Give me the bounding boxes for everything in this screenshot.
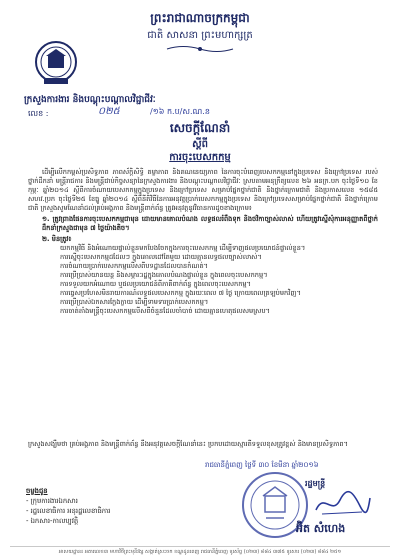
item-2: ២. មិនត្រូវ៖ (42, 235, 72, 243)
item-1: ១. ត្រូវព្រាងផែនការចុះបេសកកម្មជាមុន ដោយមានគោលបំណង លទ្ធផលរំពឹងទុក និងថវិកាច្បាស់លាស់ ហើយត្រូវស្នើសុំការអនុញ្ញាតពីថ្នាក់ដឹកនាំក្រសួងជាមុន ៧ ថ្ងៃយ៉ាងតិច។ (42, 215, 378, 232)
handwritten-signature (312, 488, 372, 518)
ministry-name: ក្រសួងការងារ និងបណ្តុះបណ្តាលវិជ្ជាជីវៈ (24, 95, 156, 105)
recipient-item: - ក្រុមការងារឯកសារ (26, 497, 78, 505)
bullet-item: ការប្រើប្រាស់យានយន្ត និងសម្ភារៈរដ្ឋក្នុងគោលបំណងផ្ទាល់ខ្លួន ក្នុងពេលចុះបេសកកម្ម។ (60, 271, 268, 279)
date-place: រាជធានីភ្នំពេញ ថ្ងៃទី ៣០ ខែមីនា ឆ្នាំ២០១៦ (205, 461, 319, 469)
signatory-title: រដ្ឋមន្ត្រី (305, 479, 326, 488)
national-motto: ជាតិ សាសនា ព្រះមហាក្សត្រ (147, 30, 253, 41)
closing-paragraph: ក្រសួងសង្ឃឹមថា គ្រប់អង្គភាព និងមន្ត្រីពាក់ព័ន្ធ នឹងអនុវត្តសេចក្តីណែនាំនេះ ប្រកបដោយស្មារតីទទួលខុសត្រូវខ្ពស់ និងមានប្រសិទ្ធភាព។ (28, 440, 348, 448)
recipients-block (26, 486, 110, 526)
kingdom-title: ព្រះរាជាណាចក្រកម្ពុជា (150, 11, 250, 25)
document-subject: ការចុះបេសកកម្ម (169, 152, 231, 163)
reference-number: ០២៥ (98, 106, 120, 117)
bullet-item: យកកម្មវិធី និងអំណោយផ្ទាល់ខ្លួនមកបែងចែកក្នុងការចុះបេសកកម្ម ដើម្បីទាញផលប្រយោជន៍ផ្ទាល់ខ្លួន។ (60, 244, 306, 252)
reference-suffix: /១៦ ក.ប/ស.ណ.ន (150, 107, 210, 116)
recipient-item: - ឯកសារ-កាលប្បវត្តិ (26, 517, 79, 525)
header-flourish (165, 44, 235, 54)
bullet-item: ការស្នើចុះបេសកកម្មដដែលៗ ក្នុងគោលដៅតែមួយ ដោយគ្មានលទ្ធផលច្បាស់លាស់។ (60, 253, 262, 261)
bullet-item: ការប្រើប្រាស់ឯកសារក្លែងក្លាយ ដើម្បីទាមទារប្រាក់បេសកកម្ម។ (60, 298, 209, 306)
document-subtitle-about: ស្តីពី (192, 139, 208, 150)
signatory-name: អ៊ិត សំហេង (296, 522, 346, 535)
bullet-item: ការធ្វេសប្រហែសមិនរាយការណ៍លទ្ធផលបេសកកម្ម ក្នុងរយៈពេល ៧ ថ្ងៃ ក្រោយពេលត្រឡប់មកវិញ។ (60, 289, 301, 297)
document-body (28, 168, 378, 316)
bullet-item: ការចាត់តាំងមន្ត្រីចុះបេសកកម្មលើសពីចំនួនដែលចាំបាច់ ដោយគ្មានហេតុផលសមស្រប។ (60, 307, 270, 315)
bullet-item: ការចំណាយប្រាក់បេសកកម្មលើសពីបទដ្ឋានដែលបានកំណត់។ (60, 262, 208, 270)
document-title: សេចក្តីណែនាំ (169, 121, 231, 135)
recipient-item: - រដ្ឋលេខាធិការ អនុរដ្ឋលេខាធិការ (26, 507, 111, 515)
bullet-item: ការទទួលយកអំណោយ ឬផលប្រយោជន៍ពីភាគីពាក់ព័ន្ធ ក្នុងពេលចុះបេសកកម្ម។ (60, 280, 251, 288)
intro-paragraph: ដើម្បីលើកកម្ពស់ប្រសិទ្ធភាព ភាពស័ក្តិសិទ្ធិ តម្លាភាព និងគណនេយ្យភាព នៃការចុះបំពេញបេសកកម្មនៅក្នុងប្រទេស និងក្រៅប្រទេស របស់ថ្នាក់ដឹកនាំ មន្ត្រីរាជការ និងមន្ត្រីជាប់កិច្ចសន្យានៃក្រសួងការងារ និងបណ្តុះបណ្តាលវិជ្ជាជីវៈ ស្របតាមអនុក្រឹត្យលេខ ២៦ អនក្រ.បក ចុះថ្ងៃទី១០ ខែកុម្ភៈ ឆ្នាំ២០១៤ ស្តីពីការចំណាយបេសកកម្មក្នុងប្រទេស និងក្រៅប្រទេស សម្រាប់ផ្នែកថ្នាក់ជាតិ និងថ្នាក់ក្រោមជាតិ និងប្រកាសលេខ ១៥៨៥ សហវ.ប្រក ចុះថ្ងៃទី២៥ ខែធ្នូ ឆ្នាំ២០១៤ ស្តីពីនីតិវិធីនៃការអនុវត្តប្រាក់បេសកកម្មក្នុងប្រទេស និងក្រៅប្រទេសសម្រាប់ផ្នែកថ្នាក់ជាតិ និងថ្នាក់ក្រោមជាតិ ក្រសួងសូមណែនាំដល់គ្រប់អង្គភាព និងមន្ត្រីពាក់ព័ន្ធ ត្រូវអនុវត្តនូវវិធានការដូចខាងក្រោម៖ (28, 168, 378, 212)
recipients-heading: ចម្លងជូន (26, 487, 48, 495)
reference-label: លេខ : (28, 109, 49, 118)
footer-address: អាសយដ្ឋាន៖ អគារលេខ៣ មហាវិថីព្រះមុនីវង្ស សង្កាត់ស្រះចក ខណ្ឌដូនពេញ រាជធានីភ្នំពេញ ទូរស័ព្ទ (០២៣) ៨៨៤ ៣៧៥ ទូរសារ (០២៣) ៨៨៤ ២៥១ (10, 546, 390, 556)
ministry-logo (34, 40, 78, 86)
